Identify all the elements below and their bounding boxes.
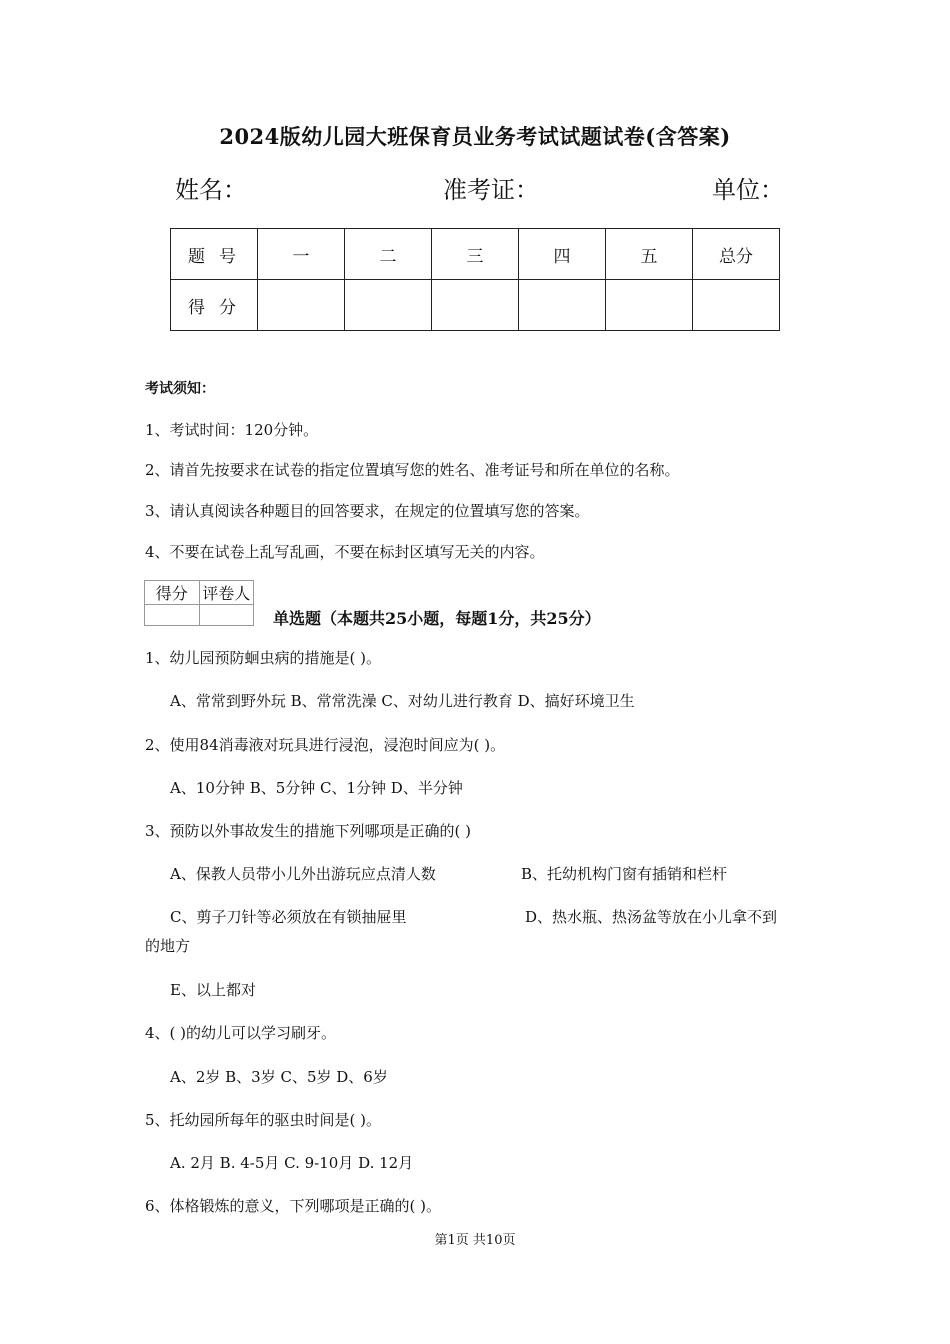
score-cell[interactable] xyxy=(519,280,606,331)
score-table-header-label: 题号 xyxy=(171,229,258,280)
question-stem: 6、体格锻炼的意义，下列哪项是正确的( )。 xyxy=(145,1197,442,1215)
question-options: A、常常到野外玩 B、常常洗澡 C、对幼儿进行教育 D、搞好环境卫生 xyxy=(170,692,635,710)
notice-item: 3、请认真阅读各种题目的回答要求，在规定的位置填写您的答案。 xyxy=(145,502,590,520)
score-cell[interactable] xyxy=(432,280,519,331)
question-stem: 2、使用84消毒液对玩具进行浸泡，浸泡时间应为( )。 xyxy=(145,736,506,754)
question-stem: 5、托幼园所每年的驱虫时间是( )。 xyxy=(145,1111,382,1129)
score-table-row-label: 得分 xyxy=(171,280,258,331)
notice-item: 2、请首先按要求在试卷的指定位置填写您的姓名、准考证号和所在单位的名称。 xyxy=(145,461,680,479)
question-stem: 1、幼儿园预防蛔虫病的措施是( )。 xyxy=(145,649,382,667)
notice-item: 1、考试时间：120分钟。 xyxy=(145,421,319,439)
notice-item: 4、不要在试卷上乱写乱画，不要在标封区填写无关的内容。 xyxy=(145,543,545,561)
score-table-col-4: 四 xyxy=(519,229,606,280)
page-footer: 第1页 共10页 xyxy=(434,1233,516,1248)
question-stem: 3、预防以外事故发生的措施下列哪项是正确的( ) xyxy=(145,822,472,840)
question-option: C、剪子刀针等必须放在有锁抽屉里 xyxy=(170,908,407,926)
question-options: A、10分钟 B、5分钟 C、1分钟 D、半分钟 xyxy=(170,779,463,797)
page-title: 2024版幼儿园大班保育员业务考试试题试卷(含答案) xyxy=(219,124,731,149)
grader-box-score-cell[interactable] xyxy=(145,605,200,626)
score-table-col-total: 总分 xyxy=(693,229,780,280)
question-option: B、托幼机构门窗有插销和栏杆 xyxy=(521,865,728,883)
grader-box-grader-label: 评卷人 xyxy=(199,581,254,605)
score-table xyxy=(170,228,780,331)
score-cell-total[interactable] xyxy=(693,280,780,331)
score-cell[interactable] xyxy=(606,280,693,331)
question-option-continuation: 的地方 xyxy=(145,937,191,955)
grader-box xyxy=(144,580,254,626)
score-cell[interactable] xyxy=(258,280,345,331)
score-table-col-3: 三 xyxy=(432,229,519,280)
score-table-col-2: 二 xyxy=(345,229,432,280)
grader-box-score-label: 得分 xyxy=(145,581,200,605)
question-option: E、以上都对 xyxy=(170,981,256,999)
question-stem: 4、( )的幼儿可以学习刷牙。 xyxy=(145,1024,337,1042)
score-table-header-row xyxy=(171,229,780,280)
question-option: D、热水瓶、热汤盆等放在小儿拿不到 xyxy=(525,908,778,926)
score-table-col-1: 一 xyxy=(258,229,345,280)
notice-heading: 考试须知： xyxy=(145,381,215,397)
score-cell[interactable] xyxy=(345,280,432,331)
unit-field-label: 单位： xyxy=(712,176,784,204)
exam-id-field-label: 准考证： xyxy=(443,176,539,204)
question-options: A. 2月 B. 4-5月 C. 9-10月 D. 12月 xyxy=(170,1154,414,1172)
question-option: A、保教人员带小儿外出游玩应点清人数 xyxy=(170,865,436,883)
name-field-label: 姓名： xyxy=(175,176,247,204)
score-table-col-5: 五 xyxy=(606,229,693,280)
question-options: A、2岁 B、3岁 C、5岁 D、6岁 xyxy=(170,1068,388,1086)
score-table-score-row xyxy=(171,280,780,331)
section-title: 单选题（本题共25小题，每题1分，共25分） xyxy=(273,609,601,628)
grader-box-grader-cell[interactable] xyxy=(199,605,254,626)
